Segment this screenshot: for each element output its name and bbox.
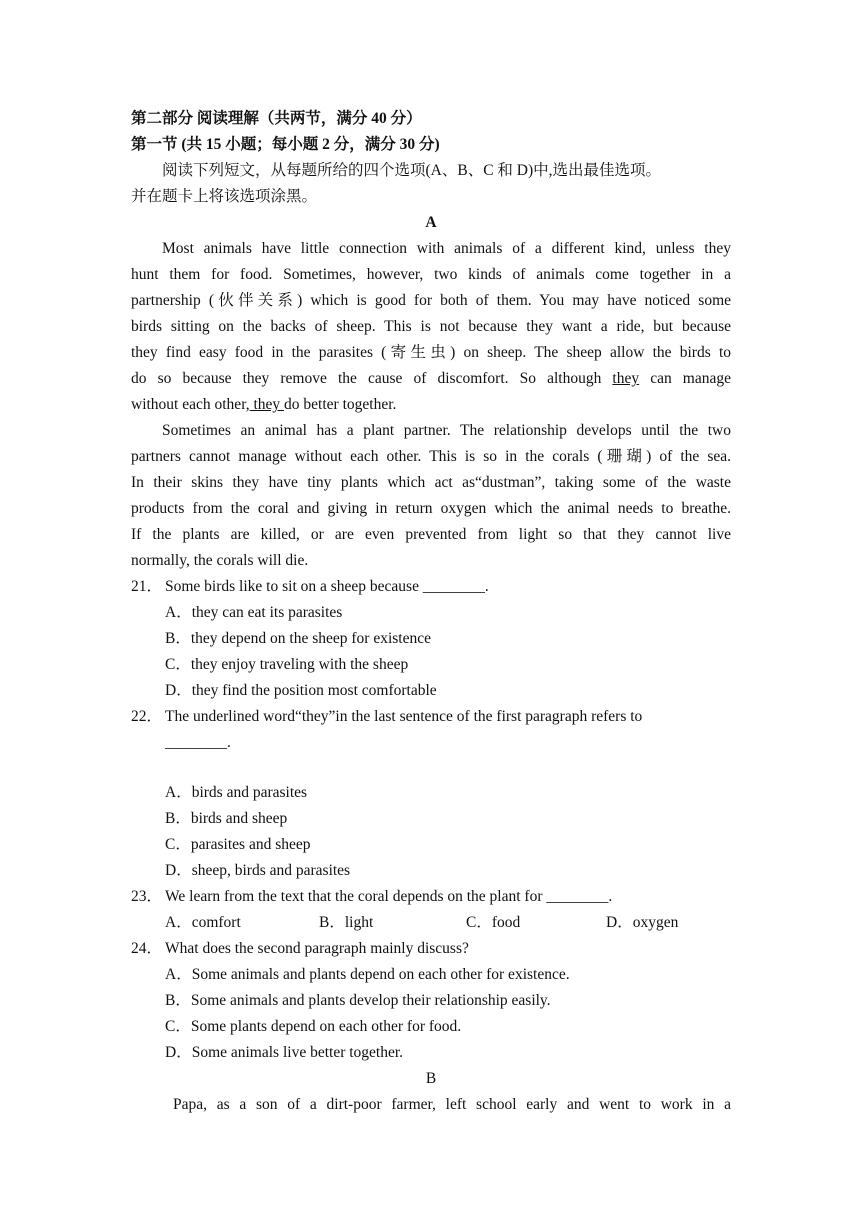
option-d: D．Some animals live better together. — [165, 1044, 404, 1061]
passage-line: Sometimes an animal has a plant partner. The relationship develops until the two — [162, 422, 731, 439]
passage-line — [131, 366, 731, 392]
passage-line: partners cannot manage without each other. This is so in the corals (珊瑚) of the sea. — [131, 448, 731, 465]
question-text-continued: ________. — [165, 734, 231, 751]
question-number: 22． — [131, 708, 163, 725]
question-stem — [131, 574, 731, 600]
passage-b-label: B — [425, 1070, 437, 1087]
option-a: A．birds and parasites — [165, 784, 308, 801]
blank-gap — [131, 756, 731, 780]
question-stem — [131, 704, 731, 730]
option-c: C．Some plants depend on each other for food. — [165, 1018, 462, 1035]
instructions-line-2: 并在题卡上将该选项涂黑。 — [131, 188, 318, 205]
passage-line: birds sitting on the backs of sheep. This is not because they want a ride, but because — [131, 318, 731, 335]
question-number: 24． — [131, 940, 163, 957]
option-d: D．oxygen — [606, 914, 679, 931]
passage-b-first-line: Papa, as a son of a dirt-poor farmer, left school early and went to work in a — [173, 1096, 731, 1113]
underlined-word-they: they — [249, 396, 285, 413]
option-c: C．food — [466, 914, 521, 931]
passage-line: partnership (伙伴关系) which is good for both of them. You may have noticed some — [131, 292, 731, 309]
passage-a-paragraph-1 — [131, 236, 731, 418]
section-title: 第一节 (共 15 小题；每小题 2 分，满分 30 分) — [131, 136, 440, 153]
passage-line: they find easy food in the parasites (寄生虫) on sheep. The sheep allow the birds to — [131, 344, 731, 361]
passage-text: without each other, — [131, 396, 250, 413]
passage-line: hunt them for food. Sometimes, however, two kinds of animals come together in a — [131, 266, 731, 283]
option-a: A．comfort — [165, 914, 241, 931]
passage-text: can manage — [650, 370, 731, 387]
question-text: The underlined word“they”in the last sentence of the first paragraph refers to — [165, 708, 643, 725]
question-21 — [131, 574, 731, 704]
question-text: Some birds like to sit on a sheep because ________. — [165, 578, 489, 595]
question-stem — [131, 936, 731, 962]
passage-text: do so because they remove the cause of discomfort. So although — [131, 370, 602, 387]
option-b: B．light — [319, 914, 374, 931]
question-number: 21． — [131, 578, 163, 595]
instructions-line-1: 阅读下列短文，从每题所给的四个选项(A、B、C 和 D)中,选出最佳选项。 — [162, 162, 662, 179]
passage-text: do better together. — [284, 396, 397, 413]
page-content — [131, 106, 731, 1118]
option-b: B．Some animals and plants develop their relationship easily. — [165, 992, 551, 1009]
question-text: We learn from the text that the coral depends on the plant for ________. — [165, 888, 613, 905]
question-24 — [131, 936, 731, 1066]
question-number: 23． — [131, 888, 163, 905]
question-stem — [131, 884, 731, 910]
passage-a-paragraph-2 — [131, 418, 731, 574]
option-a: A．they can eat its parasites — [165, 604, 343, 621]
option-c: C．they enjoy traveling with the sheep — [165, 656, 409, 673]
option-c: C．parasites and sheep — [165, 836, 311, 853]
question-text: What does the second paragraph mainly discuss? — [165, 940, 469, 957]
passage-line: Most animals have little connection with animals of a different kind, unless they — [162, 240, 731, 257]
passage-line: normally, the corals will die. — [131, 552, 309, 569]
passage-line — [131, 392, 731, 418]
options-row — [131, 910, 731, 936]
question-23 — [131, 884, 731, 936]
passage-a-label: A — [425, 214, 437, 231]
option-b: B．they depend on the sheep for existence — [165, 630, 431, 647]
passage-line: products from the coral and giving in return oxygen which the animal needs to breathe. — [131, 500, 731, 517]
option-d: D．sheep, birds and parasites — [165, 862, 351, 879]
question-22 — [131, 704, 731, 884]
underlined-word-they: they — [612, 370, 640, 387]
passage-line: If the plants are killed, or are even prevented from light so that they cannot live — [131, 526, 731, 543]
option-a: A．Some animals and plants depend on each other for existence. — [165, 966, 570, 983]
option-d: D．they find the position most comfortable — [165, 682, 437, 699]
option-b: B．birds and sheep — [165, 810, 288, 827]
part-title: 第二部分 阅读理解（共两节，满分 40 分） — [131, 110, 422, 127]
passage-line: In their skins they have tiny plants which act as“dustman”, taking some of the waste — [131, 474, 731, 491]
